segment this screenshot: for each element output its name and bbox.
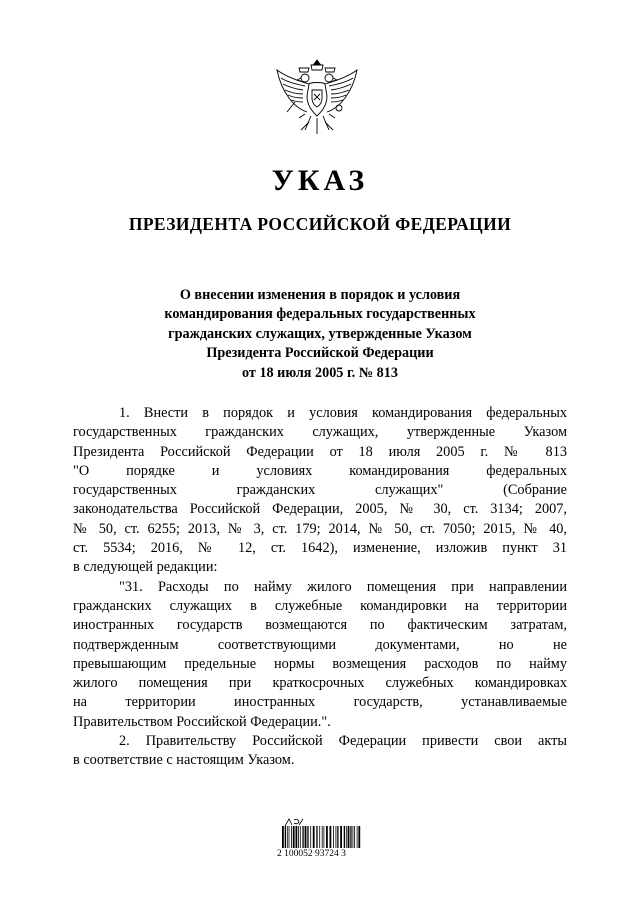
document-subject: [110, 286, 530, 383]
body-line: иностранных государств возмещаются по фактическим затратам,: [73, 617, 567, 634]
body-line: "О порядке и условиях командирования федеральных: [73, 462, 567, 479]
issuer-title: ПРЕЗИДЕНТА РОССИЙСКОЙ ФЕДЕРАЦИИ: [128, 214, 512, 234]
body-line: превышающим предельные нормы возмещения расходов по найму: [73, 655, 567, 672]
document-type-title: УКАЗ: [271, 164, 369, 197]
barcode-mark-icon: [283, 814, 305, 824]
subject-line: командирования федеральных государственных: [164, 306, 476, 323]
body-line: законодательства Российской Федерации, 2005, № 30, ст. 3134; 2007,: [73, 501, 567, 518]
subject-line: О внесении изменения в порядок и условия: [179, 287, 461, 303]
subject-line: от 18 июля 2005 г. № 813: [242, 364, 398, 381]
body-line: 2. Правительству Российской Федерации привести свои акты: [119, 733, 567, 750]
document-body: [73, 404, 567, 771]
body-line: Правительством Российской Федерации.".: [73, 713, 331, 730]
barcode: [281, 826, 361, 848]
body-line: подтвержденным соответствующими документами, но не: [73, 636, 567, 653]
body-line: 1. Внести в порядок и условия командирования федеральных: [119, 405, 567, 421]
body-line: государственных гражданских служащих, утвержденные Указом: [73, 424, 567, 441]
body-line: в следующей редакции:: [73, 559, 218, 576]
coat-of-arms-icon: [273, 56, 361, 148]
subject-line: гражданских служащих, утвержденные Указом: [168, 325, 472, 342]
body-line: жилого помещения при краткосрочных служебных командировках: [73, 675, 567, 692]
body-line: "31. Расходы по найму жилого помещения при направлении: [119, 578, 567, 595]
barcode-number: 2 100052 93724 3: [277, 849, 346, 859]
body-line: Президента Российской Федерации от 18 июля 2005 г. № 813: [73, 443, 567, 460]
subject-line: Президента Российской Федерации: [206, 345, 434, 362]
body-line: государственных гражданских служащих" (Собрание: [73, 482, 567, 499]
body-line: на территории иностранных государств, устанавливаемые: [73, 694, 567, 711]
body-line: гражданских служащих в служебные командировки на территории: [73, 597, 567, 614]
body-line: № 50, ст. 6255; 2013, № 3, ст. 179; 2014, № 50, ст. 7050; 2015, № 40,: [73, 520, 567, 537]
body-line: в соответствие с настоящим Указом.: [73, 752, 295, 769]
body-line: ст. 5534; 2016, № 12, ст. 1642), изменение, изложив пункт 31: [73, 540, 567, 557]
